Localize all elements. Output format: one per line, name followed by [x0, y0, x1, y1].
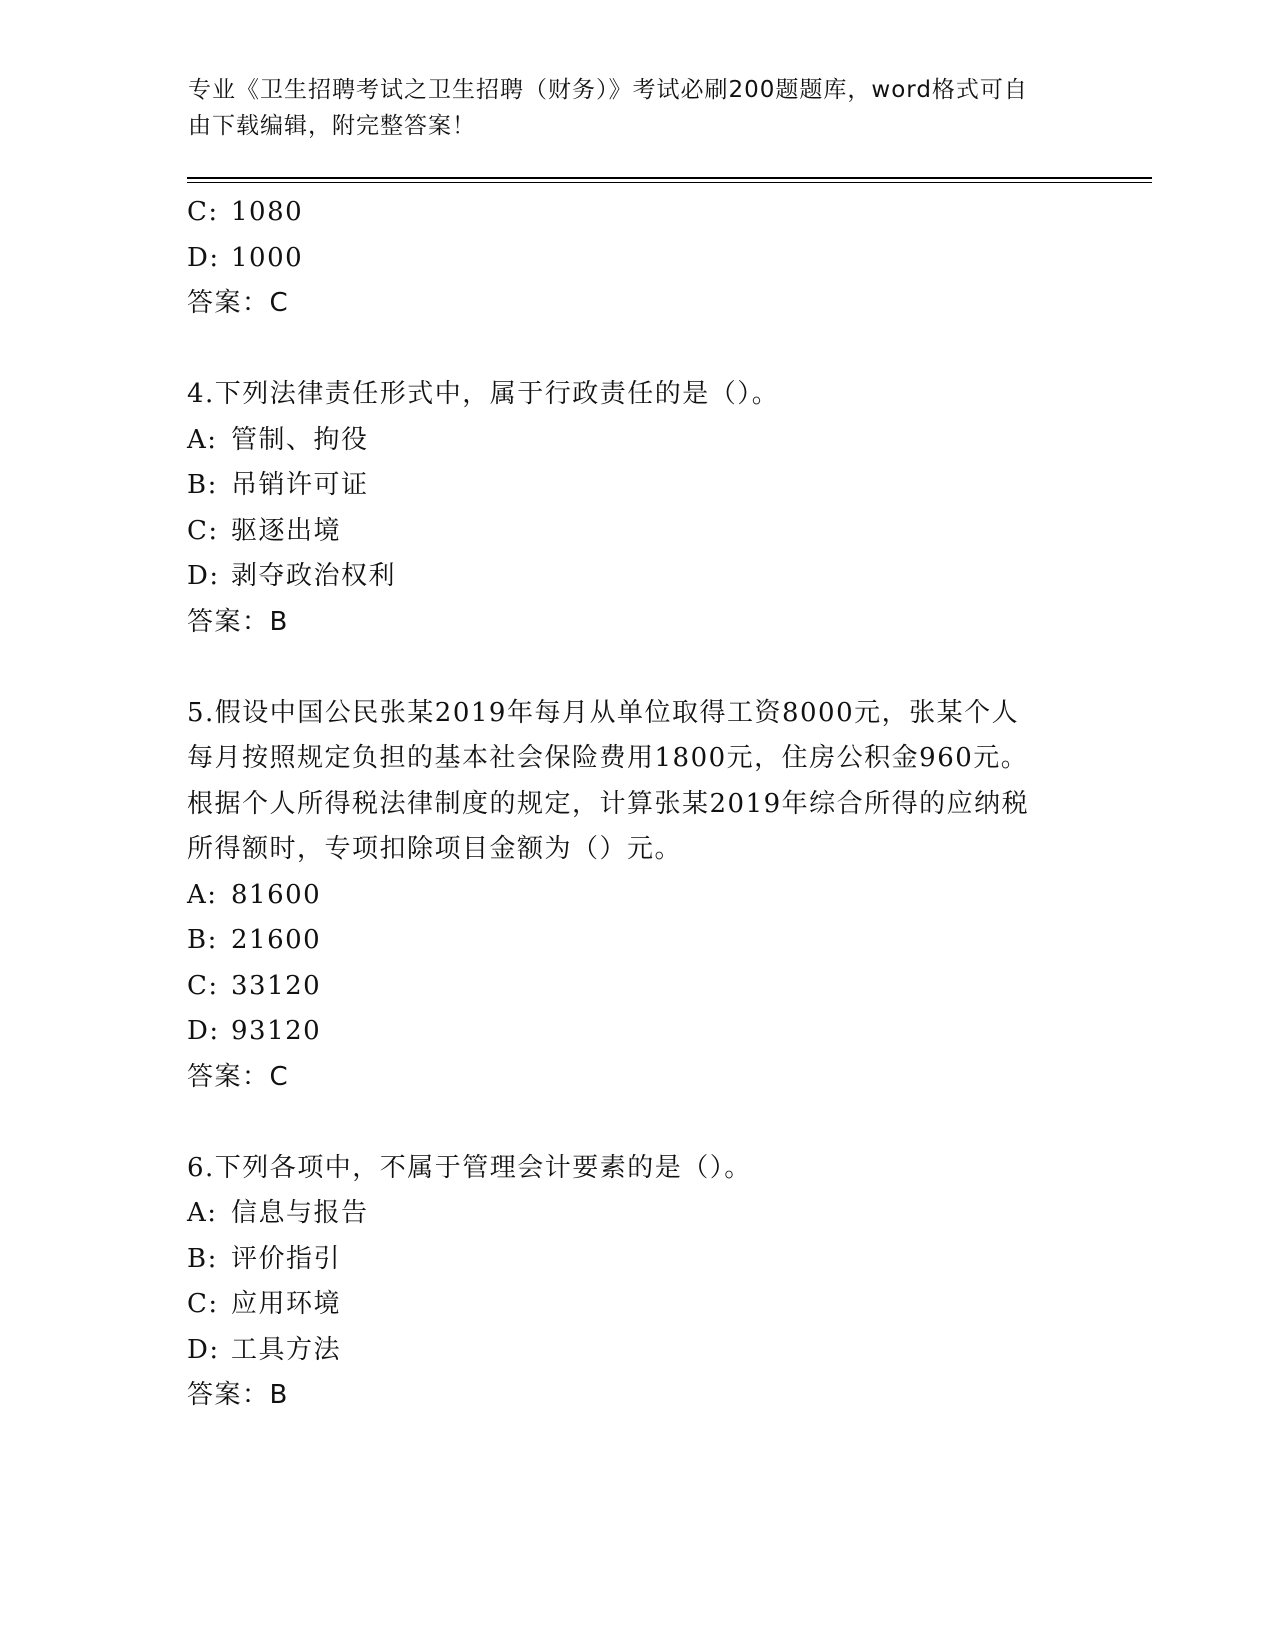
- option-text: 93120: [231, 1016, 322, 1046]
- option-key: C:: [187, 970, 219, 1001]
- answer-line: 答案：C: [187, 288, 290, 318]
- header-rule-thin: [187, 182, 1152, 183]
- option-key: A:: [187, 1198, 218, 1228]
- option-c: [187, 190, 1087, 236]
- question-stem-line-3: 根据个人所得税法律制度的规定，计算张某2019年综合所得的应纳税: [187, 788, 1030, 819]
- option-text: 81600: [231, 879, 322, 910]
- option-text: 1000: [231, 242, 304, 273]
- option-b: [187, 463, 1087, 509]
- option-text: 剥夺政治权利: [231, 561, 397, 591]
- option-key: C:: [187, 1289, 219, 1319]
- spacer: [187, 1100, 1087, 1146]
- option-text: 评价指引: [231, 1243, 342, 1274]
- option-c: [187, 1282, 1087, 1328]
- option-key: D:: [187, 1334, 220, 1365]
- option-key: B:: [187, 1243, 218, 1274]
- option-key: A:: [187, 879, 218, 910]
- question-4: [187, 372, 1087, 645]
- option-text: 1080: [231, 197, 304, 227]
- document-body: [187, 190, 1087, 1419]
- option-key: B:: [187, 470, 218, 500]
- option-key: D:: [187, 242, 220, 273]
- question-stem: 6.下列各项中，不属于管理会计要素的是（）。: [187, 1152, 752, 1183]
- question-stem-line-4: 所得额时，专项扣除项目金额为（）元。: [187, 834, 683, 864]
- option-key: A:: [187, 424, 218, 455]
- option-text: 驱逐出境: [231, 515, 342, 546]
- header-line-1: 专业《卫生招聘考试之卫生招聘（财务）》考试必刷200题题库，word格式可自: [188, 77, 1028, 103]
- question-3-tail: [187, 190, 1087, 327]
- question-5: [187, 691, 1087, 1101]
- option-b: [187, 1237, 1087, 1283]
- option-text: 工具方法: [231, 1334, 342, 1365]
- option-text: 应用环境: [231, 1289, 342, 1319]
- option-key: C:: [187, 197, 219, 227]
- option-d: [187, 1009, 1087, 1055]
- question-stem-line-2: 每月按照规定负担的基本社会保险费用1800元，住房公积金960元。: [187, 743, 1029, 773]
- answer-line: 答案：B: [187, 606, 289, 637]
- option-a: [187, 873, 1087, 919]
- option-a: [187, 1191, 1087, 1237]
- answer-line: 答案：B: [187, 1380, 289, 1410]
- option-text: 21600: [231, 925, 322, 955]
- option-d: [187, 236, 1087, 282]
- option-text: 管制、拘役: [231, 424, 369, 455]
- option-b: [187, 918, 1087, 964]
- option-key: D:: [187, 1016, 220, 1046]
- spacer: [187, 327, 1087, 373]
- question-stem: 4.下列法律责任形式中，属于行政责任的是（）。: [187, 379, 780, 409]
- answer-line: 答案：C: [187, 1061, 290, 1092]
- option-c: [187, 964, 1087, 1010]
- header-rule-thick: [187, 177, 1152, 179]
- option-d: [187, 554, 1087, 600]
- option-key: C:: [187, 515, 219, 546]
- option-c: [187, 509, 1087, 555]
- header-line-2: 由下载编辑，附完整答案！: [188, 113, 476, 139]
- option-text: 33120: [231, 970, 322, 1001]
- question-6: [187, 1146, 1087, 1419]
- spacer: [187, 645, 1087, 691]
- option-text: 吊销许可证: [231, 470, 369, 500]
- option-a: [187, 418, 1087, 464]
- option-d: [187, 1328, 1087, 1374]
- option-key: D:: [187, 561, 220, 591]
- option-text: 信息与报告: [231, 1198, 369, 1228]
- document-header: [188, 72, 1088, 144]
- question-stem-line-1: 5.假设中国公民张某2019年每月从单位取得工资8000元，张某个人: [187, 697, 1020, 728]
- option-key: B:: [187, 925, 218, 955]
